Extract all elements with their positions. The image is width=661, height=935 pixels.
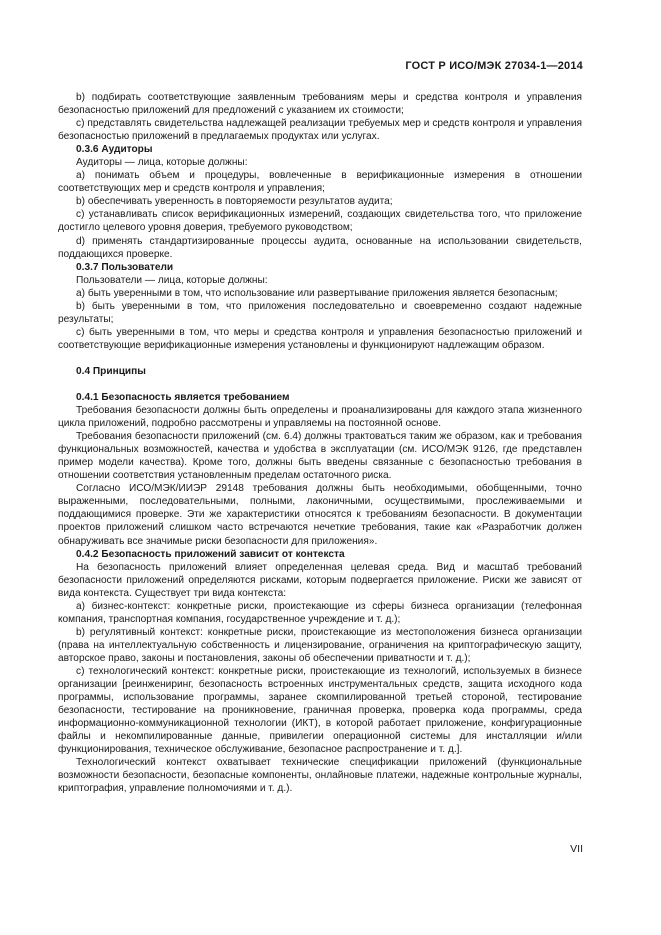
paragraph: b) быть уверенными в том, что приложения последовательно и своевременно создают надежные результаты;	[58, 300, 582, 325]
paragraph: c) устанавливать список верификационных измерений, создающих свидетельства того, что приложение достигло целевого уровня доверия, требуемого руководством;	[58, 209, 582, 234]
paragraph: d) применять стандартизированные процессы аудита, основанные на использовании свидетельств, поддающихся проверке.	[58, 235, 582, 260]
paragraph: c) быть уверенными в том, что меры и средства контроля и управления безопасностью приложений и соответствующие верификационные измерения установлены и функционируют надлежащим образом.	[58, 326, 582, 351]
paragraph: a) понимать объем и процедуры, вовлеченные в верификационные измерения в отношении соответствующих мер и средств контроля и управления;	[58, 170, 582, 195]
paragraph: b) подбирать соответствующие заявленным требованиям меры и средства контроля и управления безопасностью приложений для предложений с указанием их стоимости;	[58, 92, 582, 117]
standard-designation: ГОСТ Р ИСО/МЭК 27034-1—2014	[405, 60, 583, 72]
section-heading: 0.4 Принципы	[76, 365, 146, 377]
paragraph: Пользователи — лица, которые должны:	[76, 274, 268, 286]
document-body	[58, 91, 582, 795]
paragraph: Требования безопасности должны быть определены и проанализированы для каждого этапа жизненного цикла приложений, подробно рассмотрены и управляемы на постоянной основе.	[58, 405, 582, 430]
paragraph: a) быть уверенными в том, что использование или развертывание приложения является безопасным;	[76, 287, 558, 299]
paragraph: Требования безопасности приложений (см. 6.4) должны трактоваться таким же образом, как и требования функциональных возможностей, качества и удобства в эксплуатации (см. ИСО/МЭК 9126, где представлен пример модели качества). Кроме того, должны быть введены связанные с безопасностью требования в отношении соответствия установленным пределам остаточного риска.	[58, 431, 582, 482]
paragraph: b) регулятивный контекст: конкретные риски, проистекающие из местоположения бизнеса организации (права на интеллектуальную собственность и лицензирование, ограничения на криптографическую защиту, авторское право, законы и постановления, законы об обеспечении приватности и т. д.);	[58, 626, 582, 664]
paragraph: Аудиторы — лица, которые должны:	[76, 157, 248, 169]
paragraph: Согласно ИСО/МЭК/ИИЭР 29148 требования должны быть необходимыми, обобщенными, точно выраженными, последовательными, полными, лаконичными, осуществимыми, прослеживаемыми и поддающимися проверке. Эти же характеристики относятся к требованиям безопасности. В документации проектов приложений слишком часто встречаются нечеткие требования, такие как «Разработчик должен обнаруживать все значимые риски безопасности для приложения».	[58, 483, 582, 547]
paragraph: c) представлять свидетельства надлежащей реализации требуемых мер и средств контроля и управления безопасностью приложений в предлагаемых продуктах или услугах.	[58, 118, 582, 143]
section-heading: 0.3.6 Аудиторы	[76, 144, 153, 156]
paragraph: c) технологический контекст: конкретные риски, проистекающие из технологий, используемых в бизнесе организации [реинжениринг, безопасность встроенных инструментальных средств, защита исходного кода программы, использование программы, заранее скомпилированной третьей стороной, тестирование безопасности, тестирование на проникновение, граничная проверка, проверка кода программы, среда информационно-коммуникационной технологии (ИКТ), в которой работает приложение, конфигурационные файлы и некомпилированные данные, привилегии операционной системы для инсталляции и/или функционирования, техническое обслуживание, безопасное распространение и т. д.].	[58, 665, 582, 756]
paragraph: b) обеспечивать уверенность в повторяемости результатов аудита;	[76, 196, 393, 208]
paragraph: Технологический контекст охватывает технические спецификации приложений (функциональные возможности безопасности, безопасные компоненты, онлайновые платежи, надежные контрольные журналы, криптография, управление полномочиями и т. д.).	[58, 757, 582, 795]
paragraph: a) бизнес-контекст: конкретные риски, проистекающие из сферы бизнеса организации (телефонная компания, транспортная компания, государственное учреждение и т. д.);	[58, 600, 582, 625]
section-heading: 0.4.1 Безопасность является требованием	[76, 391, 290, 403]
page-number: VII	[570, 843, 583, 855]
section-heading: 0.4.2 Безопасность приложений зависит от контекста	[76, 548, 345, 560]
paragraph: На безопасность приложений влияет определенная целевая среда. Вид и масштаб требований безопасности приложений определяются рисками, которым подвергается приложение. Риски же зависят от вида контекста. Существует три вида контекста:	[58, 561, 582, 599]
section-heading: 0.3.7 Пользователи	[76, 261, 174, 273]
